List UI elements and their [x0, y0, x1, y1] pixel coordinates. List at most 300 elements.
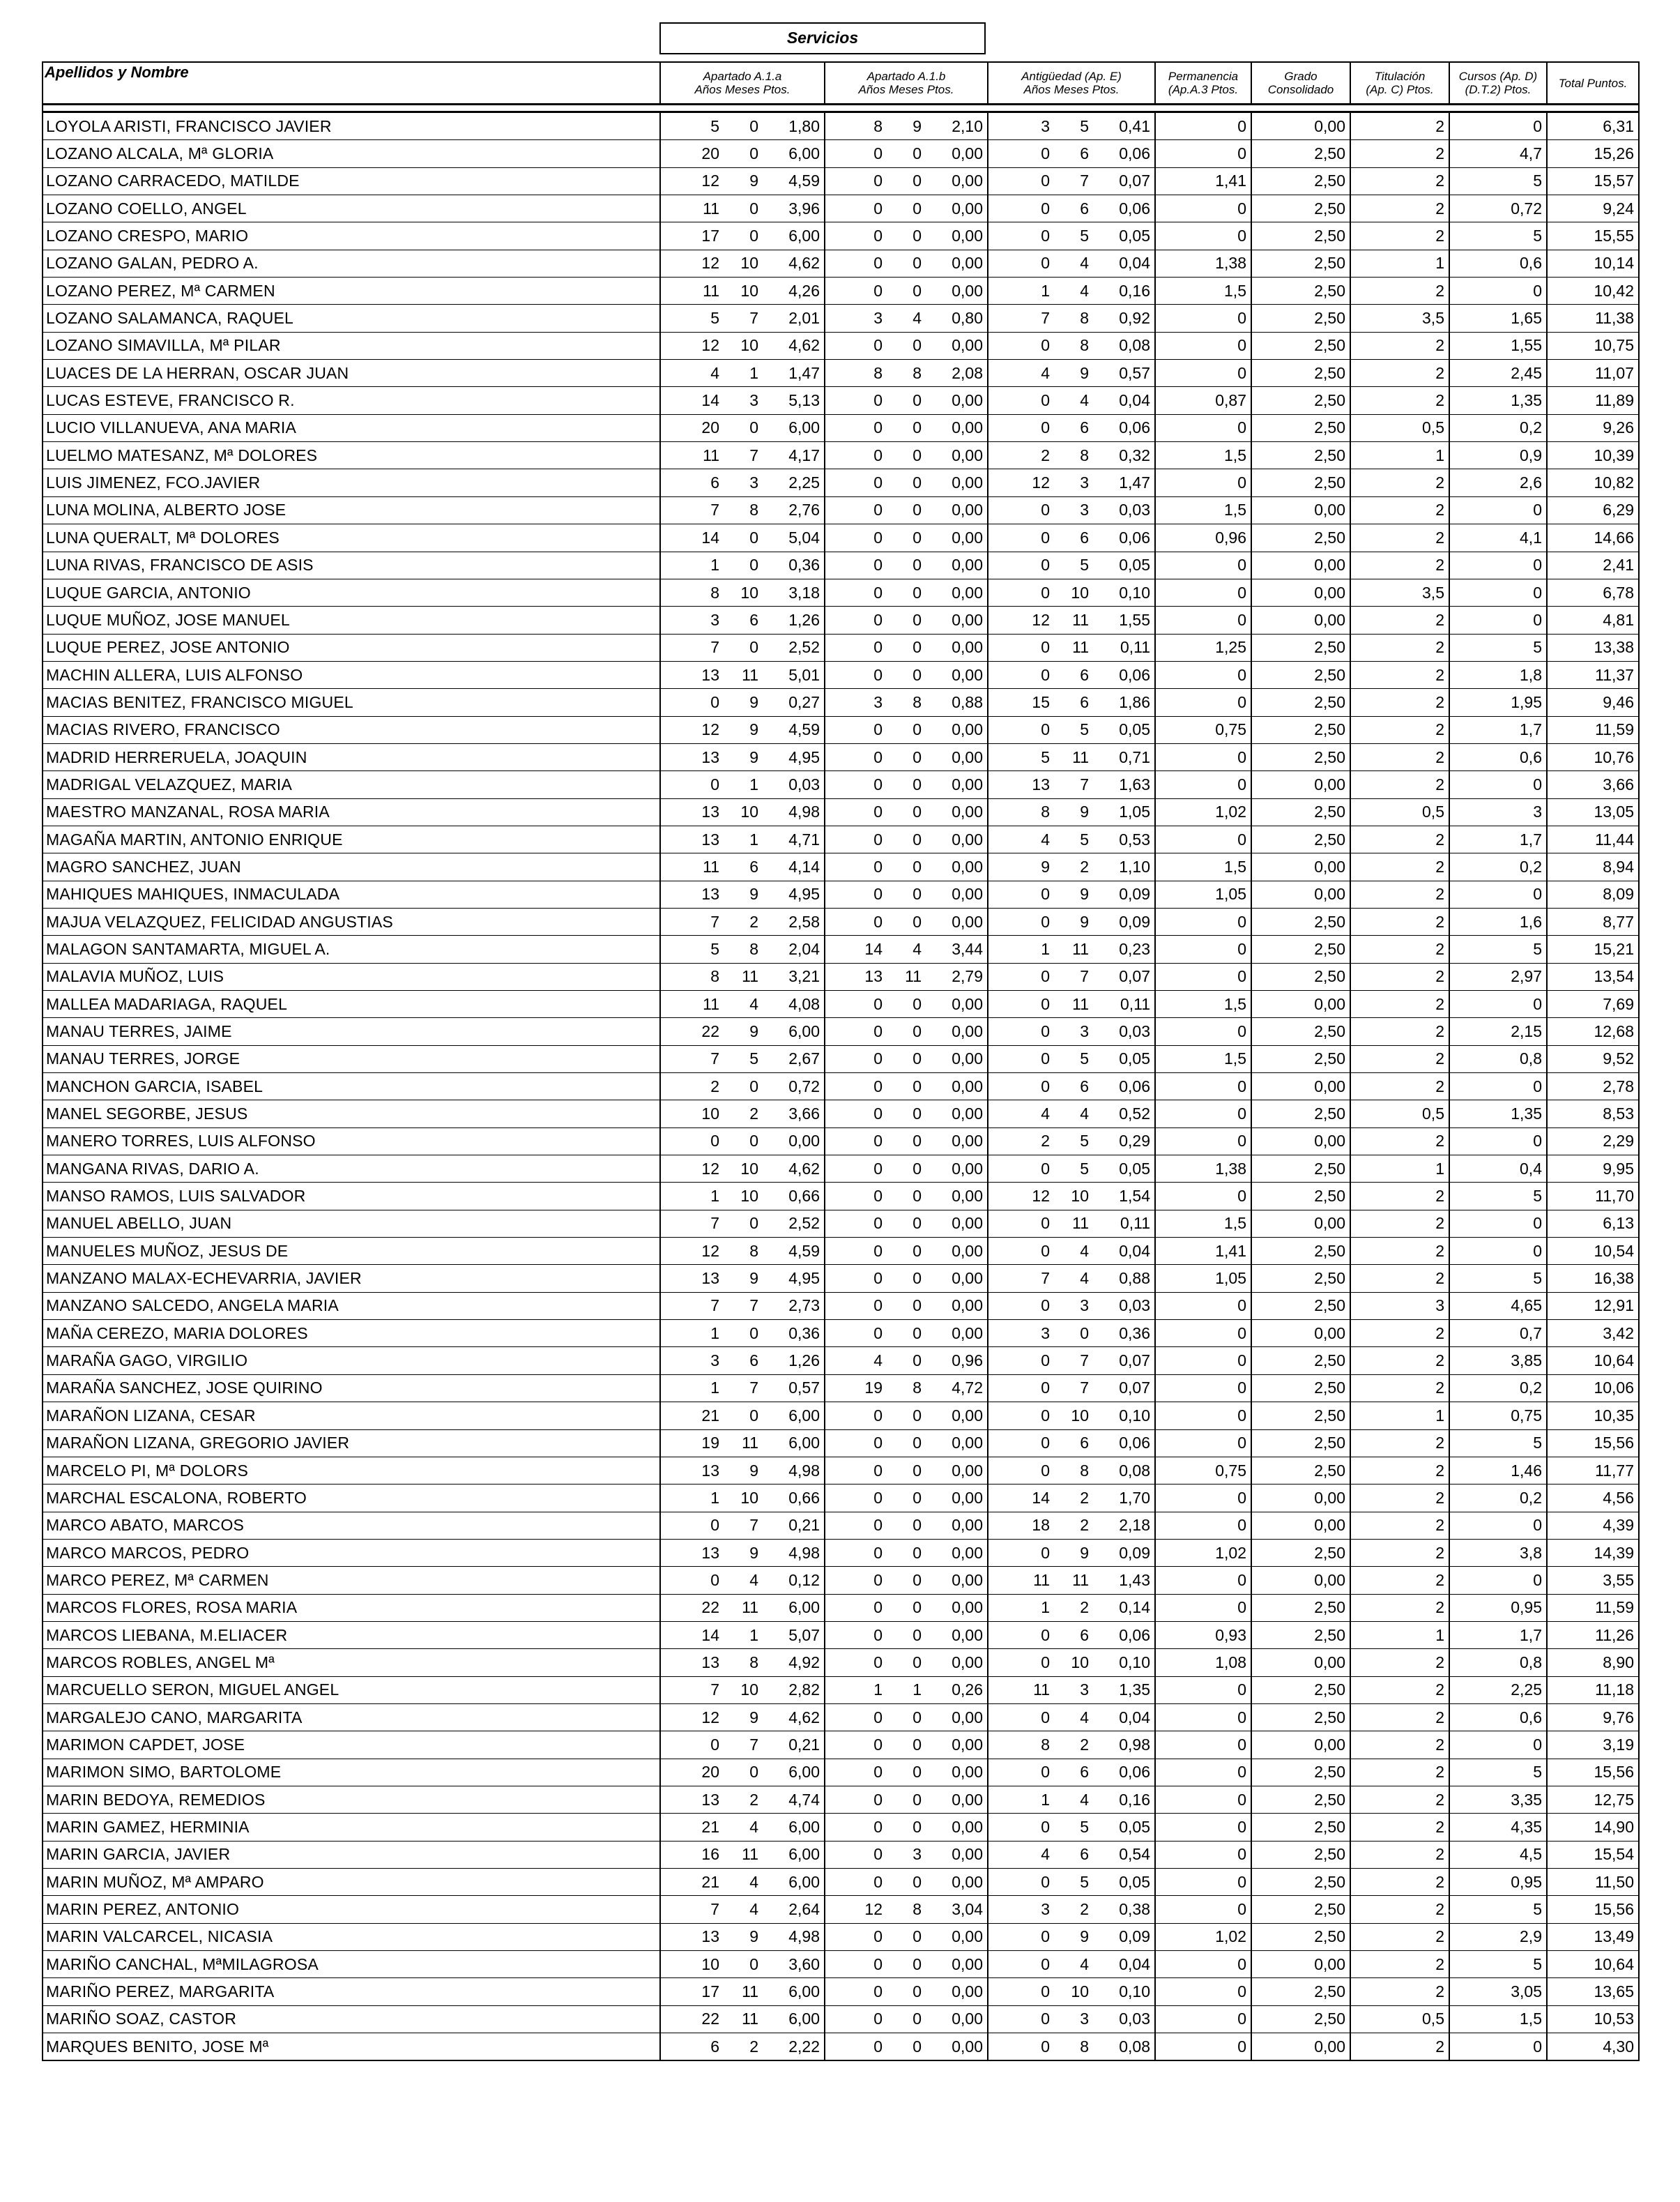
table-row — [43, 167, 1639, 195]
cell-antiguedad-anos: 0 — [1041, 1625, 1050, 1644]
cell-a1b-anos: 0 — [873, 830, 883, 849]
cell-a1b — [825, 1155, 988, 1183]
cell-antiguedad — [988, 552, 1155, 579]
cell-total: 15,26 — [1547, 140, 1639, 167]
cell-antiguedad-meses: 5 — [1080, 720, 1089, 739]
cell-total: 9,52 — [1547, 1045, 1639, 1072]
cell-antiguedad — [988, 1621, 1155, 1648]
cell-a1b — [825, 1676, 988, 1703]
cell-a1b — [825, 991, 988, 1018]
cell-cursos: 2,15 — [1449, 1018, 1547, 1045]
cell-grado: 0,00 — [1251, 991, 1350, 1018]
cell-a1a — [660, 2033, 825, 2061]
cell-grado: 2,50 — [1251, 278, 1350, 305]
cell-titulacion: 0,5 — [1350, 414, 1449, 441]
cell-a1b-anos: 0 — [873, 1406, 883, 1425]
table-row — [43, 881, 1639, 908]
cell-antiguedad-anos: 0 — [1041, 1406, 1050, 1425]
cell-a1b-anos: 0 — [873, 501, 883, 519]
cell-permanencia: 0 — [1155, 332, 1251, 359]
cell-antiguedad-anos: 0 — [1041, 2010, 1050, 2028]
cell-a1b-ptos: 0,00 — [952, 1022, 983, 1041]
cell-a1a-meses: 8 — [749, 501, 758, 519]
cell-titulacion: 2 — [1350, 1429, 1449, 1457]
cell-a1a-meses: 9 — [749, 885, 758, 904]
cell-a1b — [825, 908, 988, 935]
cell-a1b-anos: 0 — [873, 199, 883, 218]
cell-titulacion: 2 — [1350, 1183, 1449, 1210]
cell-antiguedad-ptos: 0,03 — [1119, 1296, 1150, 1315]
cell-cursos: 0 — [1449, 1238, 1547, 1265]
cell-antiguedad-ptos: 0,05 — [1119, 1872, 1150, 1891]
cell-a1a-meses: 0 — [749, 556, 758, 575]
cell-a1a — [660, 826, 825, 853]
cell-antiguedad-meses: 2 — [1080, 1598, 1089, 1617]
cell-a1b-ptos: 0,00 — [952, 1323, 983, 1342]
cell-antiguedad-ptos: 0,23 — [1119, 939, 1150, 958]
cell-a1b — [825, 1896, 988, 1923]
cell-a1a — [660, 963, 825, 990]
cell-a1a-meses: 9 — [749, 747, 758, 766]
cell-grado: 2,50 — [1251, 414, 1350, 441]
cell-name: LUNA QUERALT, Mª DOLORES — [43, 524, 660, 552]
table-row — [43, 607, 1639, 634]
cell-a1b-meses: 0 — [912, 1022, 922, 1041]
cell-a1a — [660, 1292, 825, 1319]
cell-a1a-meses: 10 — [740, 1187, 758, 1206]
cell-a1a-ptos: 2,76 — [788, 501, 820, 519]
cell-cursos: 1,95 — [1449, 689, 1547, 716]
cell-cursos: 0,9 — [1449, 442, 1547, 469]
cell-a1a — [660, 743, 825, 770]
cell-a1a-anos: 13 — [701, 1269, 719, 1288]
cell-name: MARCO MARCOS, PEDRO — [43, 1539, 660, 1566]
cell-grado: 2,50 — [1251, 1183, 1350, 1210]
cell-cursos: 0,2 — [1449, 853, 1547, 881]
cell-a1a-anos: 12 — [701, 172, 719, 190]
cell-antiguedad-anos: 0 — [1041, 1927, 1050, 1946]
cell-a1b-meses: 0 — [912, 501, 922, 519]
cell-antiguedad-anos: 0 — [1041, 172, 1050, 190]
cell-a1b — [825, 1127, 988, 1155]
cell-a1a — [660, 195, 825, 222]
cell-a1a-ptos: 0,57 — [788, 1379, 820, 1397]
cell-a1a-anos: 8 — [710, 583, 719, 602]
cell-a1b — [825, 1238, 988, 1265]
table-row — [43, 250, 1639, 277]
cell-a1b-ptos: 0,00 — [952, 720, 983, 739]
cell-a1b — [825, 1703, 988, 1731]
cell-total: 14,90 — [1547, 1814, 1639, 1841]
cell-grado: 2,50 — [1251, 1759, 1350, 1786]
cell-permanencia: 0 — [1155, 1073, 1251, 1100]
cell-antiguedad — [988, 1594, 1155, 1621]
cell-name: LOYOLA ARISTI, FRANCISCO JAVIER — [43, 112, 660, 140]
cell-a1a-meses: 10 — [740, 583, 758, 602]
cell-a1a-meses: 0 — [749, 227, 758, 245]
cell-a1b — [825, 305, 988, 332]
cell-cursos: 0 — [1449, 771, 1547, 798]
cell-cursos: 3,35 — [1449, 1786, 1547, 1813]
cell-a1b-anos: 0 — [873, 1708, 883, 1726]
cell-permanencia: 0 — [1155, 140, 1251, 167]
cell-a1b — [825, 1347, 988, 1374]
cell-a1a — [660, 579, 825, 606]
col-header-titulacion: Titulación (Ap. C) Ptos. — [1350, 62, 1449, 105]
cell-grado: 0,00 — [1251, 112, 1350, 140]
cell-antiguedad-anos: 1 — [1041, 1598, 1050, 1617]
cell-antiguedad-meses: 6 — [1080, 418, 1089, 437]
cell-a1a-meses: 7 — [749, 1296, 758, 1315]
cell-titulacion: 2 — [1350, 112, 1449, 140]
cell-a1b-ptos: 0,00 — [952, 1406, 983, 1425]
cell-total: 4,81 — [1547, 607, 1639, 634]
cell-antiguedad-ptos: 0,05 — [1119, 1159, 1150, 1178]
cell-a1b — [825, 1621, 988, 1648]
cell-antiguedad-ptos: 0,09 — [1119, 1543, 1150, 1562]
cell-total: 14,66 — [1547, 524, 1639, 552]
cell-a1a-ptos: 4,59 — [788, 172, 820, 190]
header-separator — [43, 105, 1639, 112]
cell-grado: 0,00 — [1251, 1127, 1350, 1155]
cell-grado: 2,50 — [1251, 1374, 1350, 1402]
cell-a1a — [660, 936, 825, 963]
cell-a1b-meses: 0 — [912, 1187, 922, 1206]
cell-a1b-anos: 0 — [873, 1049, 883, 1068]
cell-a1a — [660, 1978, 825, 2005]
cell-a1b-ptos: 0,00 — [952, 638, 983, 657]
table-row — [43, 1374, 1639, 1402]
table-row — [43, 1567, 1639, 1594]
cell-antiguedad-meses: 5 — [1080, 1049, 1089, 1068]
cell-a1b-ptos: 0,00 — [952, 144, 983, 163]
cell-cursos: 0,75 — [1449, 1402, 1547, 1429]
cell-a1a-meses: 2 — [749, 912, 758, 931]
cell-total: 8,94 — [1547, 853, 1639, 881]
cell-permanencia: 0,93 — [1155, 1621, 1251, 1648]
cell-a1b-ptos: 0,00 — [952, 336, 983, 355]
cell-a1b — [825, 798, 988, 826]
cell-antiguedad — [988, 167, 1155, 195]
cell-total: 12,91 — [1547, 1292, 1639, 1319]
table-row — [43, 1841, 1639, 1868]
cell-a1b-ptos: 0,00 — [952, 254, 983, 273]
cell-total: 12,75 — [1547, 1786, 1639, 1813]
cell-grado: 2,50 — [1251, 1347, 1350, 1374]
cell-antiguedad-ptos: 0,07 — [1119, 172, 1150, 190]
cell-name: LOZANO CARRACEDO, MATILDE — [43, 167, 660, 195]
cell-permanencia: 0 — [1155, 661, 1251, 688]
cell-antiguedad — [988, 908, 1155, 935]
cell-a1b-ptos: 0,00 — [952, 1653, 983, 1671]
cell-antiguedad-meses: 5 — [1080, 1817, 1089, 1836]
cell-cursos: 5 — [1449, 167, 1547, 195]
cell-a1a-ptos: 4,98 — [788, 803, 820, 821]
cell-antiguedad-anos: 0 — [1041, 556, 1050, 575]
cell-permanencia: 1,5 — [1155, 442, 1251, 469]
cell-antiguedad-ptos: 0,07 — [1119, 1351, 1150, 1370]
cell-a1b — [825, 387, 988, 414]
cell-titulacion: 2 — [1350, 826, 1449, 853]
cell-a1b-anos: 0 — [873, 1625, 883, 1644]
cell-a1a — [660, 1238, 825, 1265]
cell-antiguedad — [988, 1512, 1155, 1539]
cell-a1a-anos: 12 — [701, 720, 719, 739]
cell-permanencia: 0 — [1155, 1429, 1251, 1457]
cell-a1a — [660, 278, 825, 305]
cell-a1b-ptos: 0,00 — [952, 1187, 983, 1206]
cell-antiguedad-meses: 11 — [1072, 1214, 1089, 1233]
cell-a1b — [825, 1759, 988, 1786]
cell-titulacion: 3,5 — [1350, 579, 1449, 606]
cell-grado: 2,50 — [1251, 689, 1350, 716]
cell-a1a-anos: 10 — [701, 1954, 719, 1973]
cell-a1a-anos: 0 — [710, 1570, 719, 1589]
cell-total: 2,41 — [1547, 552, 1639, 579]
cell-a1b — [825, 195, 988, 222]
cell-permanencia: 0 — [1155, 1786, 1251, 1813]
cell-titulacion: 2 — [1350, 1485, 1449, 1512]
cell-antiguedad-anos: 0 — [1041, 665, 1050, 684]
table-row — [43, 826, 1639, 853]
cell-permanencia: 0 — [1155, 1567, 1251, 1594]
cell-grado: 2,50 — [1251, 634, 1350, 661]
cell-a1b-meses: 0 — [912, 556, 922, 575]
cell-a1a-meses: 0 — [749, 1214, 758, 1233]
cell-cursos: 0,95 — [1449, 1869, 1547, 1896]
cell-antiguedad-ptos: 0,29 — [1119, 1132, 1150, 1151]
table-row — [43, 1759, 1639, 1786]
cell-titulacion: 2 — [1350, 524, 1449, 552]
cell-antiguedad-ptos: 1,43 — [1119, 1570, 1150, 1589]
cell-a1a-ptos: 1,80 — [788, 116, 820, 135]
cell-a1a-ptos: 6,00 — [788, 1434, 820, 1452]
cell-a1b-anos: 0 — [873, 1954, 883, 1973]
cell-antiguedad — [988, 1539, 1155, 1566]
cell-a1a-meses: 0 — [749, 1954, 758, 1973]
cell-antiguedad-anos: 2 — [1041, 1132, 1050, 1151]
cell-a1a-ptos: 5,01 — [788, 665, 820, 684]
cell-name: MALAVIA MUÑOZ, LUIS — [43, 963, 660, 990]
cell-antiguedad — [988, 1676, 1155, 1703]
cell-a1b-anos: 0 — [873, 1790, 883, 1809]
cell-antiguedad-meses: 9 — [1080, 1927, 1089, 1946]
cell-a1b — [825, 579, 988, 606]
cell-a1b-ptos: 0,00 — [952, 1954, 983, 1973]
cell-a1a-ptos: 3,66 — [788, 1104, 820, 1123]
cell-total: 15,54 — [1547, 1841, 1639, 1868]
cell-antiguedad-anos: 3 — [1041, 116, 1050, 135]
cell-antiguedad — [988, 1869, 1155, 1896]
cell-a1a-anos: 2 — [710, 1077, 719, 1095]
cell-a1b — [825, 1841, 988, 1868]
cell-a1b — [825, 743, 988, 770]
cell-permanencia: 1,38 — [1155, 250, 1251, 277]
cell-antiguedad — [988, 1374, 1155, 1402]
cell-a1b-meses: 0 — [912, 1434, 922, 1452]
cell-a1a-ptos: 4,95 — [788, 885, 820, 904]
table-row — [43, 1731, 1639, 1759]
cell-name: MARIN BEDOYA, REMEDIOS — [43, 1786, 660, 1813]
cell-antiguedad-anos: 14 — [1032, 1488, 1050, 1507]
cell-cursos: 2,45 — [1449, 360, 1547, 387]
cell-cursos: 0 — [1449, 881, 1547, 908]
cell-a1a — [660, 140, 825, 167]
cell-a1b — [825, 1320, 988, 1347]
cell-a1b-anos: 0 — [873, 556, 883, 575]
cell-permanencia: 1,02 — [1155, 798, 1251, 826]
cell-a1a — [660, 305, 825, 332]
table-row — [43, 1978, 1639, 2005]
cell-antiguedad-anos: 0 — [1041, 912, 1050, 931]
cell-a1a-anos: 20 — [701, 144, 719, 163]
cell-antiguedad-ptos: 0,52 — [1119, 1104, 1150, 1123]
cell-a1a — [660, 881, 825, 908]
cell-a1a — [660, 1951, 825, 1978]
cell-grado: 2,50 — [1251, 1539, 1350, 1566]
col-header-antiguedad: Antigüedad (Ap. E) Años Meses Ptos. — [988, 62, 1155, 105]
cell-permanencia: 0 — [1155, 1759, 1251, 1786]
table-body — [43, 112, 1639, 2061]
cell-cursos: 5 — [1449, 1183, 1547, 1210]
cell-a1a-anos: 8 — [710, 967, 719, 986]
cell-a1b-ptos: 0,96 — [952, 1351, 983, 1370]
cell-titulacion: 1 — [1350, 1155, 1449, 1183]
cell-name: MARCO PEREZ, Mª CARMEN — [43, 1567, 660, 1594]
cell-permanencia: 0 — [1155, 1347, 1251, 1374]
cell-a1a — [660, 1485, 825, 1512]
cell-a1a-anos: 14 — [701, 391, 719, 410]
cell-total: 16,38 — [1547, 1265, 1639, 1292]
cell-name: MARCOS LIEBANA, M.ELIACER — [43, 1621, 660, 1648]
cell-total: 6,78 — [1547, 579, 1639, 606]
cell-a1a-meses: 10 — [740, 1488, 758, 1507]
cell-a1b-ptos: 0,00 — [952, 1241, 983, 1260]
cell-grado: 0,00 — [1251, 1485, 1350, 1512]
cell-a1a-anos: 13 — [701, 665, 719, 684]
cell-a1b-meses: 0 — [912, 199, 922, 218]
cell-a1a-ptos: 6,00 — [788, 1845, 820, 1864]
cell-a1b — [825, 607, 988, 634]
cell-a1a-meses: 10 — [740, 803, 758, 821]
cell-grado: 2,50 — [1251, 167, 1350, 195]
cell-permanencia: 1,05 — [1155, 1265, 1251, 1292]
cell-antiguedad-ptos: 0,11 — [1120, 994, 1150, 1013]
col-header-name: Apellidos y Nombre — [43, 62, 660, 105]
cell-a1a-anos: 7 — [710, 1900, 719, 1919]
cell-cursos: 0,2 — [1449, 1485, 1547, 1512]
cell-a1b-anos: 0 — [873, 720, 883, 739]
cell-a1b-anos: 1 — [873, 1680, 883, 1699]
cell-cursos: 0 — [1449, 552, 1547, 579]
cell-total: 11,38 — [1547, 305, 1639, 332]
cell-a1b-anos: 0 — [873, 1817, 883, 1836]
cell-a1a — [660, 1567, 825, 1594]
cell-a1a — [660, 1045, 825, 1072]
cell-antiguedad — [988, 305, 1155, 332]
cell-antiguedad-ptos: 0,05 — [1119, 1817, 1150, 1836]
table-row — [43, 305, 1639, 332]
cell-a1a-ptos: 2,04 — [788, 939, 820, 958]
col-header-total: Total Puntos. — [1547, 62, 1639, 105]
cell-grado: 0,00 — [1251, 771, 1350, 798]
cell-permanencia: 1,02 — [1155, 1923, 1251, 1950]
cell-a1b-ptos: 0,00 — [952, 1049, 983, 1068]
cell-grado: 2,50 — [1251, 1676, 1350, 1703]
cell-titulacion: 2 — [1350, 1759, 1449, 1786]
cell-antiguedad-anos: 4 — [1041, 1104, 1050, 1123]
cell-a1b-anos: 0 — [873, 1269, 883, 1288]
cell-titulacion: 2 — [1350, 1320, 1449, 1347]
cell-total: 13,38 — [1547, 634, 1639, 661]
cell-a1b — [825, 140, 988, 167]
cell-a1b-anos: 13 — [864, 967, 883, 986]
cell-a1b-meses: 0 — [912, 583, 922, 602]
cell-antiguedad — [988, 826, 1155, 853]
cell-cursos: 0 — [1449, 1127, 1547, 1155]
cell-a1b-meses: 0 — [912, 610, 922, 629]
cell-a1b-meses: 0 — [912, 720, 922, 739]
cell-a1a-ptos: 4,17 — [788, 446, 820, 464]
cell-a1a-ptos: 4,08 — [788, 994, 820, 1013]
cell-a1b — [825, 1567, 988, 1594]
cell-antiguedad-meses: 9 — [1080, 363, 1089, 382]
cell-a1b-ptos: 0,00 — [952, 803, 983, 821]
cell-permanencia: 0 — [1155, 1320, 1251, 1347]
cell-antiguedad-anos: 0 — [1041, 1763, 1050, 1782]
cell-a1b-meses: 0 — [912, 2010, 922, 2028]
cell-name: MANAU TERRES, JAIME — [43, 1018, 660, 1045]
cell-antiguedad-anos: 7 — [1041, 309, 1050, 328]
cell-a1a-anos: 14 — [701, 1625, 719, 1644]
cell-a1b-anos: 0 — [873, 912, 883, 931]
cell-a1b-meses: 0 — [912, 1406, 922, 1425]
cell-a1a-ptos: 4,62 — [788, 1708, 820, 1726]
cell-titulacion: 2 — [1350, 360, 1449, 387]
cell-titulacion: 2 — [1350, 607, 1449, 634]
cell-antiguedad-ptos: 0,03 — [1119, 2010, 1150, 2028]
cell-antiguedad — [988, 1045, 1155, 1072]
cell-a1b-anos: 0 — [873, 1570, 883, 1589]
table-row — [43, 414, 1639, 441]
cell-antiguedad-anos: 3 — [1041, 1323, 1050, 1342]
cell-titulacion: 2 — [1350, 552, 1449, 579]
cell-permanencia: 0 — [1155, 689, 1251, 716]
cell-a1a-meses: 11 — [742, 665, 758, 684]
cell-name: MARIMON CAPDET, JOSE — [43, 1731, 660, 1759]
table-row — [43, 1923, 1639, 1950]
cell-a1a — [660, 1814, 825, 1841]
cell-cursos: 4,7 — [1449, 140, 1547, 167]
cell-name: MANCHON GARCIA, ISABEL — [43, 1073, 660, 1100]
cell-a1a-meses: 8 — [749, 939, 758, 958]
table-row — [43, 1869, 1639, 1896]
cell-antiguedad — [988, 1485, 1155, 1512]
cell-a1b-anos: 0 — [873, 1735, 883, 1754]
cell-total: 11,44 — [1547, 826, 1639, 853]
table-row — [43, 1347, 1639, 1374]
cell-a1a-ptos: 6,00 — [788, 227, 820, 245]
cell-antiguedad-ptos: 0,06 — [1119, 418, 1150, 437]
cell-a1b — [825, 414, 988, 441]
table-row — [43, 689, 1639, 716]
cell-a1a-anos: 6 — [710, 2037, 719, 2056]
cell-a1a — [660, 1347, 825, 1374]
cell-antiguedad-ptos: 0,06 — [1119, 665, 1150, 684]
cell-a1b-meses: 0 — [912, 803, 922, 821]
cell-a1a-meses: 1 — [749, 830, 758, 849]
cell-a1b-anos: 0 — [873, 144, 883, 163]
